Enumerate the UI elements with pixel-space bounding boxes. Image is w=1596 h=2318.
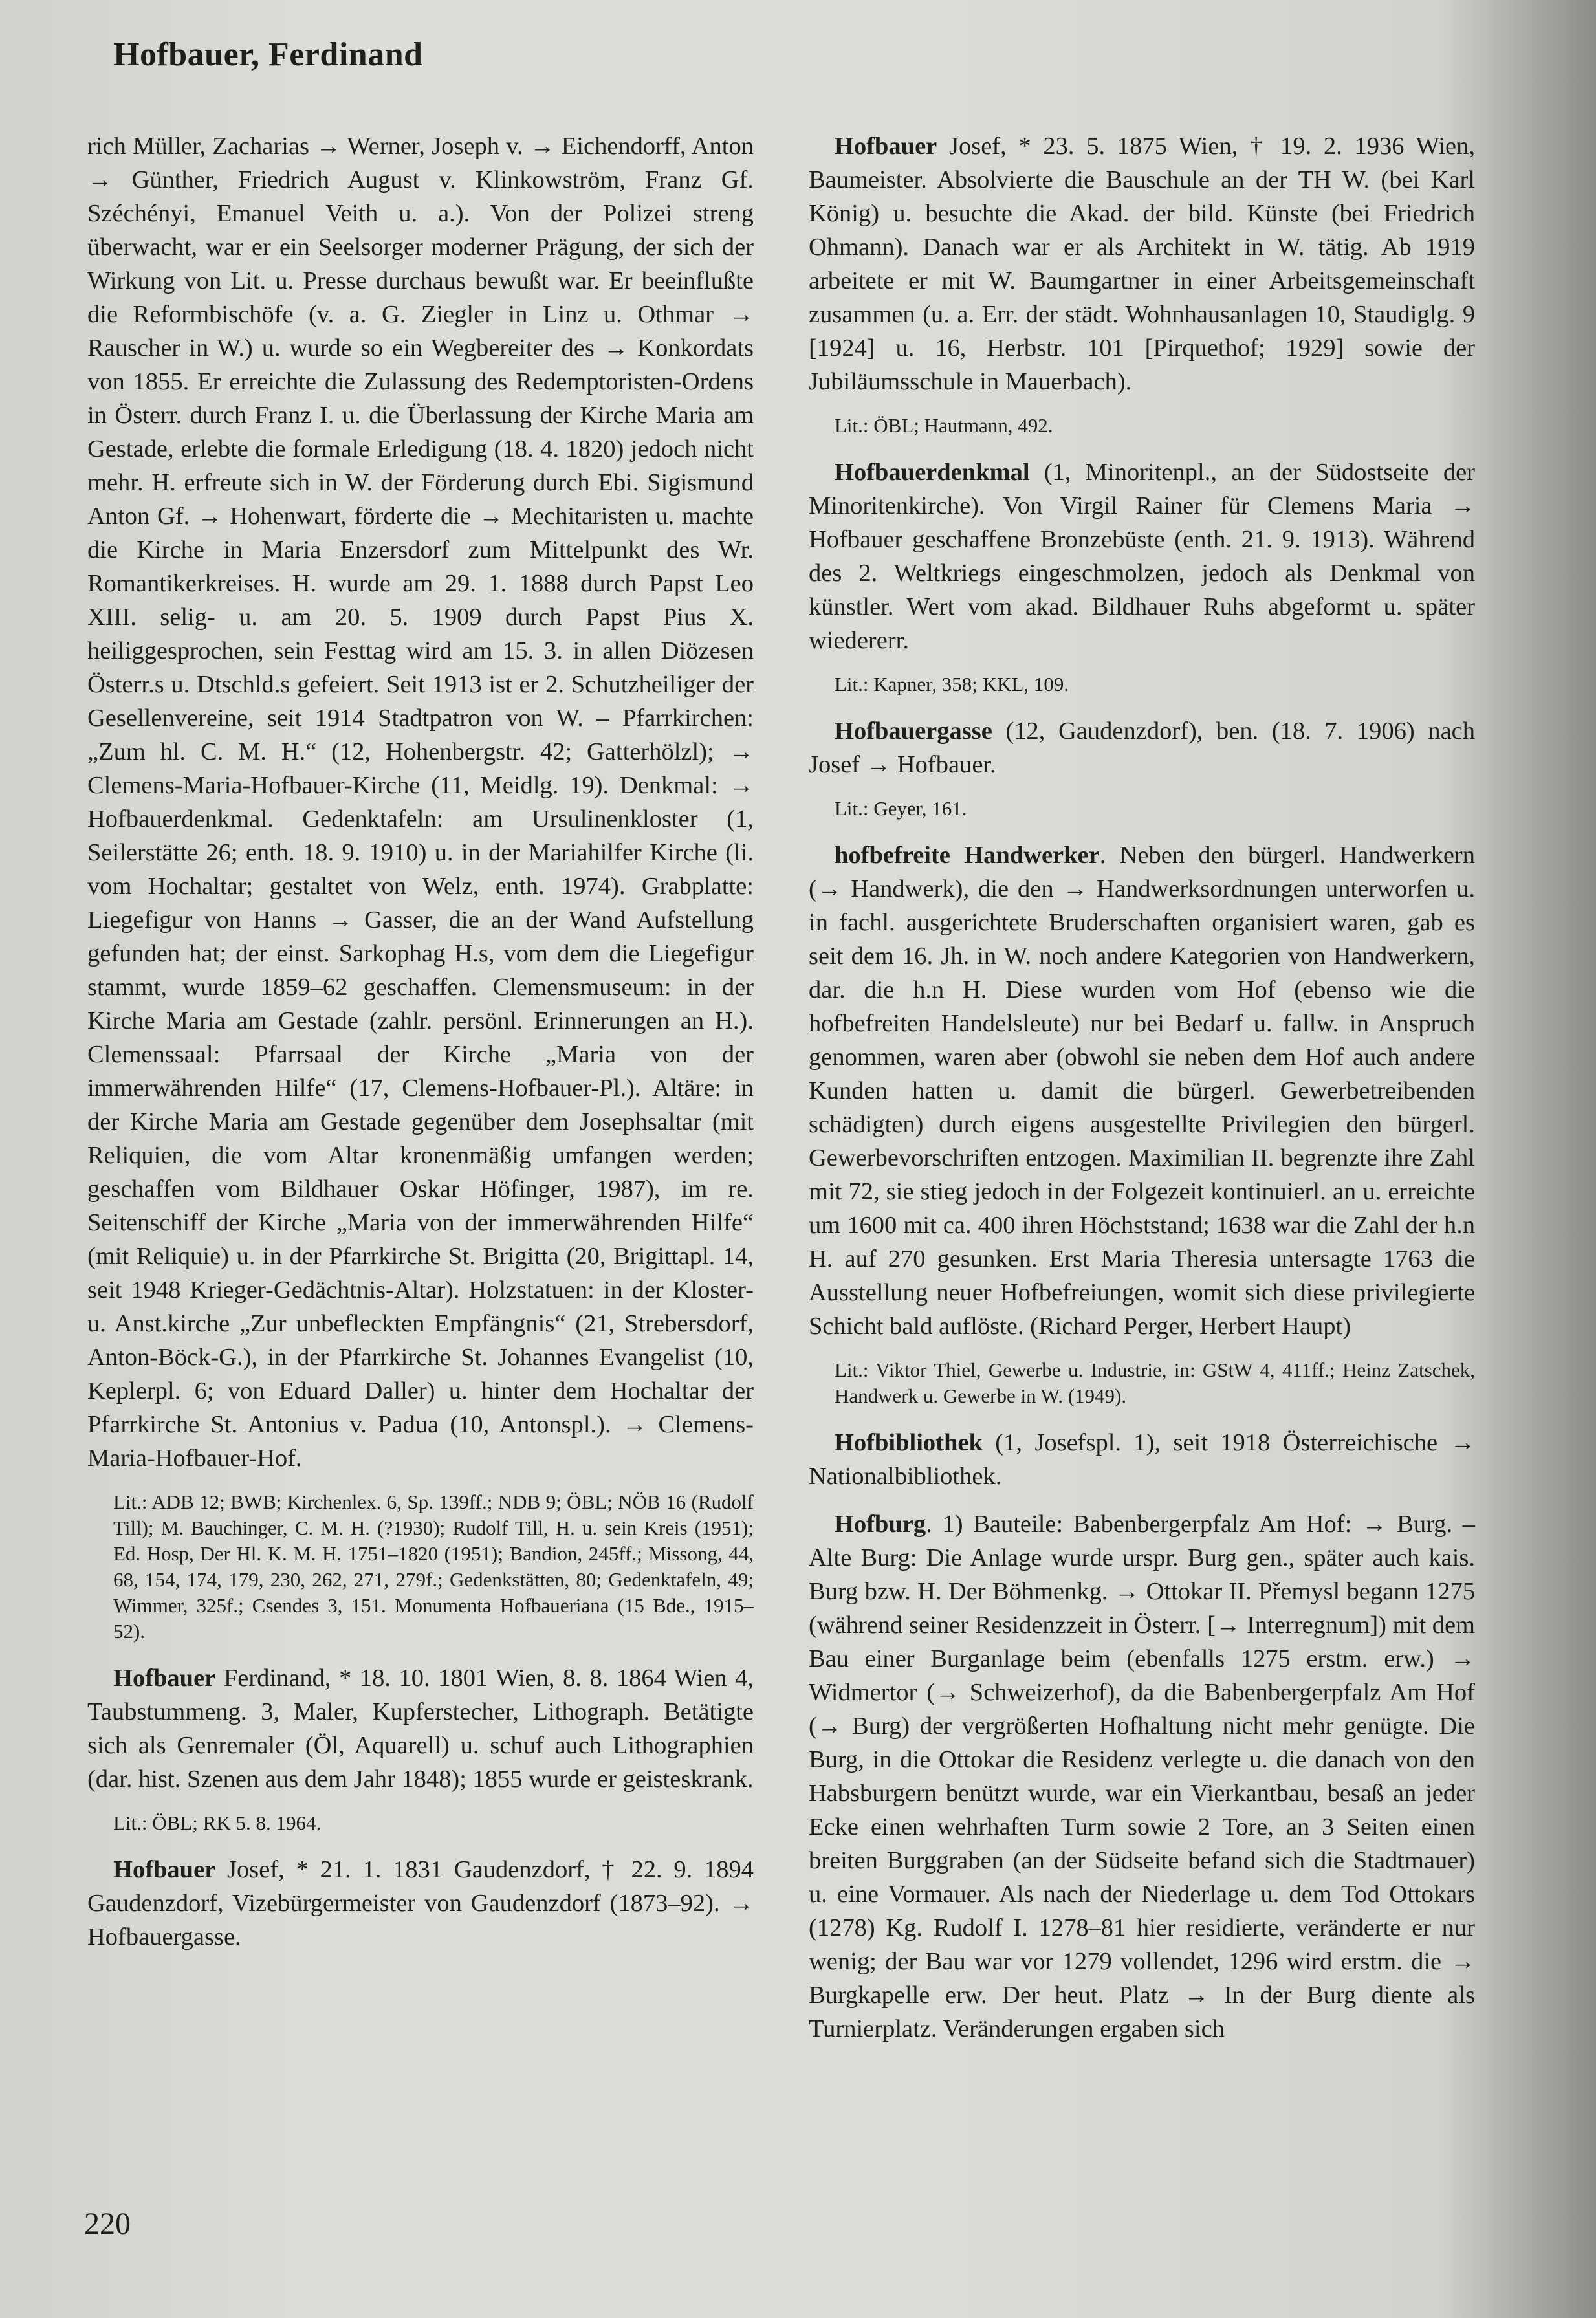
literature-note: Lit.: Kapner, 358; KKL, 109. [835, 673, 1069, 695]
entry-text: (1, Josefspl. 1), seit 1918 Österreichische → Nationalbibliothek. [809, 1429, 1475, 1490]
entry-keyword: Hofbauerdenkmal [835, 459, 1030, 486]
entry-text: (12, Gaudenzdorf), ben. (18. 7. 1906) nach Josef → Hofbauer. [809, 717, 1475, 778]
entry-continuation: rich Müller, Zacharias → Werner, Joseph v. → Eichendorff, Anton → Günther, Friedrich August v. Klinkowström, Franz Gf. Széchényi, Emanuel Veith u. a.). Von der Polizei streng überwacht, war er ein Seelsorger moderner Prägung, der sich der Wirkung von Lit. u. Presse durchaus bewußt war. Er beeinflußte die Reformbischöfe (v. a. G. Ziegler in Linz u. Othmar → Rauscher in W.) u. wurde so ein Wegbereiter des → Konkordats von 1855. Er erreichte die Zulassung des Redemptoristen-Ordens in Österr. durch Franz I. u. die Überlassung der Kirche Maria am Gestade, erlebte die formale Erledigung (18. 4. 1820) jedoch nicht mehr. H. erfreute sich in W. der Förderung durch Ebi. Sigismund Anton Gf. → Hohenwart, förderte die → Mechitaristen u. machte die Kirche in Maria Enzersdorf zum Mittelpunkt des Wr. Romantikerkreises. H. wurde am 29. 1. 1888 durch Papst Leo XIII. selig- u. am 20. 5. 1909 durch Papst Pius X. heiliggesprochen, sein Festtag wird am 15. 3. in allen Diözesen Österr.s u. Dtschld.s gefeiert. Seit 1913 ist er 2. Schutzheiliger der Gesellenvereine, seit 1914 Stadtpatron von W. – Pfarrkirchen: „Zum hl. C. M. H.“ (12, Hohenbergstr. 42; Gatterhölzl); → Clemens-Maria-Hofbauer-Kirche (11, Meidlg. 19). Denkmal: → Hofbauerdenkmal. Gedenktafeln: am Ursulinenkloster (1, Seilerstätte 26; enth. 18. 9. 1910) u. in der Mariahilfer Kirche (li. vom Hochaltar; gestaltet von Welz, enth. 1974). Grabplatte: Liegefigur von Hanns → Gasser, die an der Wand Aufstellung gefunden hat; der einst. Sarkophag H.s, vom dem die Liegefigur stammt, wurde 1859–62 geschaffen. Clemensmuseum: in der Kirche Maria am Gestade (zahlr. persönl. Erinnerungen an H.). Clemenssaal: Pfarrsaal der Kirche „Maria von der immerwährenden Hilfe“ (17, Clemens-Hofbauer-Pl.). Altäre: in der Kirche Maria am Gestade gegenüber dem Josephsaltar (mit Reliquien, die vom Altar kronenmäßig umfangen werden; geschaffen vom Bildhauer Oskar Höfinger, 1987), im re. Seitenschiff der Kirche „Maria von der immerwährenden Hilfe“ (mit Reliquie) u. in der Pfarrkirche St. Brigitta (20, Brigittapl. 14, seit 1948 Krieger-Gedächtnis-Altar). Holzstatuen: in der Kloster- u. Anst.kirche „Zur unbefleckten Empfängnis“ (21, Strebersdorf, Anton-Böck-G.), in der Pfarrkirche St. Johannes Evangelist (10, Keplerpl. 6; von Eduard Daller) u. hinter dem Hochaltar der Pfarrkirche St. Antonius v. Padua (10, Antonspl.). → Clemens-Maria-Hofbauer-Hof. [87, 133, 754, 1472]
entry-hofburg [809, 1507, 1475, 2046]
entry-hofbauer-josef-1875 [809, 129, 1475, 399]
page-number: 220 [84, 2207, 131, 2241]
entry-text: . 1) Bauteile: Babenbergerpfalz Am Hof: → Burg. – Alte Burg: Die Anlage wurde urspr. Burg gen., später auch kais. Burg bzw. H. Der Böhmenkg. → Ottokar II. Přemysl begann 1275 (während seiner Residenzzeit in Österr. [→ Interregnum]) mit dem Bau einer Burganlage beim (ebenfalls 1275 erstm. erw.) → Widmertor (→ Schweizerhof), da die Babenbergerpfalz Am Hof (→ Burg) der vergrößerten Hofhaltung nicht mehr genügte. Die Burg, in die Ottokar die Residenz verlegte u. die danach von den Habsburgern benützt wurde, war ein Vierkantbau, besaß an jeder Ecke einen wehrhaften Turm sowie 2 Tore, an 3 Seiten einen breiten Burggraben (an der Südseite befand sich die Stadtmauer) u. eine Vormauer. Als nach der Niederlage u. dem Tod Ottokars (1278) Kg. Rudolf I. 1278–81 hier residierte, veränderte er nur wenig; der Bau war vor 1279 vollendet, 1296 wird erstm. die → Burgkapelle erw. Der heut. Platz → In der Burg diente als Turnierplatz. Veränderungen ergaben sich [809, 1511, 1475, 2042]
entry-hofbefreite-handwerker [809, 838, 1475, 1343]
entry-keyword: Hofbauergasse [835, 717, 992, 745]
left-column [87, 129, 754, 1968]
literature-note: Lit.: ÖBL; RK 5. 8. 1964. [113, 1811, 322, 1834]
entry-keyword: Hofbauer [835, 133, 937, 160]
entry-text: Josef, * 21. 1. 1831 Gaudenzdorf, † 22. 9. 1894 Gaudenzdorf, Vizebürgermeister von Gaudenzdorf (1873–92). → Hofbauergasse. [87, 1856, 754, 1951]
entry-text: Ferdinand, * 18. 10. 1801 Wien, 8. 8. 1864 Wien 4, Taubstummeng. 3, Maler, Kupferstecher, Lithograph. Betätigte sich als Genremaler (Öl, Aquarell) u. schuf auch Lithographien (dar. hist. Szenen aus dem Jahr 1848); 1855 wurde er geisteskrank. [87, 1665, 754, 1793]
entry-hofbauergasse [809, 714, 1475, 782]
entry-keyword: Hofbibliothek [835, 1429, 983, 1456]
entry-hofbauerdenkmal [809, 455, 1475, 657]
right-column [809, 129, 1475, 2060]
literature-note: Lit.: Viktor Thiel, Gewerbe u. Industrie, in: GStW 4, 411ff.; Heinz Zatschek, Handwerk u. Gewerbe in W. (1949). [835, 1359, 1475, 1407]
entry-text: . Neben den bürgerl. Handwerkern (→ Handwerk), die den → Handwerksordnungen unterworfen u. in fachl. ausgerichtete Bruderschaften organisiert waren, gab es seit dem 16. Jh. in W. noch andere Kategorien von Handwerkern, dar. die h.n H. Diese wurden vom Hof (ebenso wie die hofbefreiten Handelsleute) nur bei Bedarf u. fallw. in Anspruch genommen, waren aber (obwohl sie neben dem Hof auch andere Kunden hatten u. damit die bürgerl. Gewerbetreibenden schädigten) durch eigens ausgestellte Privilegien den bürgerl. Gewerbevorschriften entzogen. Maximilian II. begrenzte ihre Zahl mit 72, sie stieg jedoch in der Folgezeit kontinuierl. an u. erreichte um 1600 mit ca. 400 ihren Höchststand; 1638 war die Zahl der h.n H. auf 270 gesunken. Erst Maria Theresia untersagte 1763 die Ausstellung neuer Hofbefreiungen, womit sich diese privilegierte Schicht bald auflöste. (Richard Perger, Herbert Haupt) [809, 842, 1475, 1340]
entry-hofbibliothek [809, 1426, 1475, 1493]
entry-keyword: Hofbauer [113, 1856, 216, 1883]
literature-note: Lit.: ADB 12; BWB; Kirchenlex. 6, Sp. 139ff.; NDB 9; ÖBL; NÖB 16 (Rudolf Till); M. Bauchinger, C. M. H. (?1930); Rudolf Till, H. u. sein Kreis (1951); Ed. Hosp, Der Hl. K. M. H. 1751–1820 (1951); Bandion, 245ff.; Missong, 44, 68, 154, 174, 179, 230, 262, 271, 279f.; Gedenkstätten, 80; Gedenktafeln, 49; Wimmer, 325f.; Csendes 3, 151. Monumenta Hofbaueriana (15 Bde., 1915–52). [113, 1491, 754, 1643]
entry-text: Josef, * 23. 5. 1875 Wien, † 19. 2. 1936 Wien, Baumeister. Absolvierte die Bauschule an der TH W. (bei Karl König) u. besuchte die Akad. der bild. Künste (bei Friedrich Ohmann). Danach war er als Architekt in W. tätig. Ab 1919 arbeitete er mit W. Baumgartner in einer Arbeitsgemeinschaft zusammen (u. a. Err. der städt. Wohnhausanlagen 10, Staudiglg. 9 [1924] u. 16, Herbstr. 101 [Pirquethof; 1929] sowie der Jubiläumsschule in Mauerbach). [809, 133, 1475, 395]
entry-keyword: Hofburg [835, 1511, 926, 1538]
entry-text: (1, Minoritenpl., an der Südostseite der Minoritenkirche). Von Virgil Rainer für Clemens Maria → Hofbauer geschaffene Bronzebüste (enth. 21. 9. 1913). Während des 2. Weltkriegs eingeschmolzen, jedoch als Denkmal von künstler. Wert vom akad. Bildhauer Ruhs abgeformt u. später wiedererr. [809, 459, 1475, 654]
entry-keyword: Hofbauer [113, 1665, 216, 1692]
literature-note: Lit.: ÖBL; Hautmann, 492. [835, 414, 1053, 437]
entry-hofbauer-ferdinand [87, 1661, 754, 1796]
entry-hofbauer-josef-1831 [87, 1853, 754, 1954]
literature-note: Lit.: Geyer, 161. [835, 797, 967, 820]
page-header: Hofbauer, Ferdinand [113, 36, 423, 73]
entry-keyword: hofbefreite Handwerker [835, 842, 1100, 869]
